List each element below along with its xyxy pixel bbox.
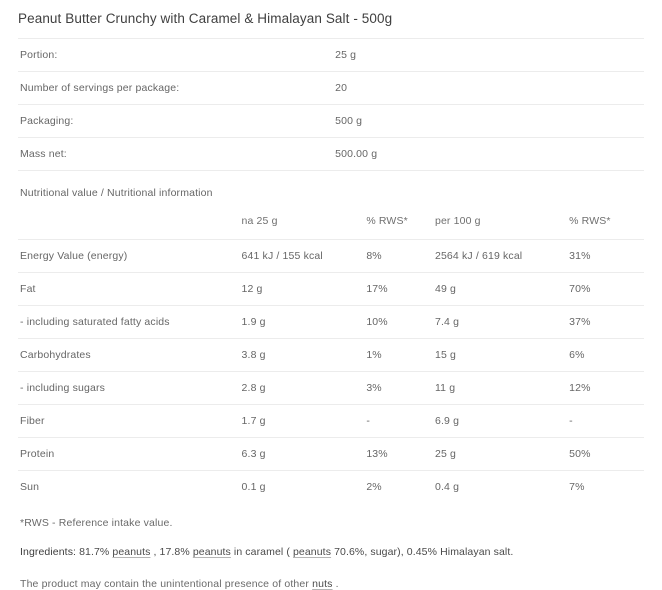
nutrient-rws-100g: 6% [569, 339, 644, 372]
nutrient-name: Fiber [18, 405, 242, 438]
page-title: Peanut Butter Crunchy with Caramel & Himalayan Salt - 500g [18, 11, 393, 26]
nutrient-per-100g: 25 g [435, 438, 569, 471]
nutrient-rws-portion: 1% [366, 339, 435, 372]
nutrient-rws-portion: 10% [366, 306, 435, 339]
nutrient-per-100g: 7.4 g [435, 306, 569, 339]
disclaimer-text [18, 561, 644, 590]
info-label: Mass net: [18, 138, 335, 171]
info-label: Portion: [18, 39, 335, 72]
nutrient-rws-100g: 12% [569, 372, 644, 405]
nutrient-name: Energy Value (energy) [18, 240, 242, 273]
nutrient-per-portion: 1.7 g [242, 405, 367, 438]
ingredients-label: Ingredients: [20, 546, 77, 558]
table-row [18, 471, 644, 504]
disclaimer-part-2: . [332, 577, 339, 590]
nutrient-per-portion: 6.3 g [242, 438, 367, 471]
nutrient-per-100g: 0.4 g [435, 471, 569, 504]
table-row [18, 306, 644, 339]
nutrient-rws-100g: - [569, 405, 644, 438]
ingredients-part-1: 81.7% [76, 546, 113, 558]
info-value: 20 [335, 72, 644, 105]
nutrient-per-portion: 12 g [242, 273, 367, 306]
nutrient-rws-100g: 31% [569, 240, 644, 273]
column-header-rws-100g: % RWS* [569, 215, 611, 227]
rws-footnote: *RWS - Reference intake value. [20, 517, 173, 529]
table-row [18, 372, 644, 405]
table-row [18, 405, 644, 438]
table-row [18, 240, 644, 273]
table-header-row [18, 213, 644, 240]
nutrient-per-100g: 49 g [435, 273, 569, 306]
nutrient-per-portion: 641 kJ / 155 kcal [242, 240, 367, 273]
table-row [18, 72, 644, 105]
nutrient-rws-portion: - [366, 405, 435, 438]
table-row [18, 138, 644, 171]
nutrient-per-portion: 0.1 g [242, 471, 367, 504]
nutrient-per-portion: 3.8 g [242, 339, 367, 372]
info-value: 500 g [335, 105, 644, 138]
column-header-per-portion: na 25 g [241, 215, 278, 227]
table-row [18, 105, 644, 138]
info-value: 500.00 g [335, 138, 644, 171]
allergen-peanuts-1[interactable]: peanuts [112, 546, 151, 558]
nutrient-rws-portion: 13% [366, 438, 435, 471]
nutrient-per-100g: 6.9 g [435, 405, 569, 438]
ingredients-text [18, 529, 644, 561]
nutrient-rws-portion: 17% [366, 273, 435, 306]
column-header-rws-portion: % RWS* [366, 215, 408, 227]
nutrition-table [18, 213, 644, 503]
table-row [18, 39, 644, 72]
info-label: Number of servings per package: [18, 72, 335, 105]
nutrient-rws-100g: 7% [569, 471, 644, 504]
nutrient-rws-portion: 3% [366, 372, 435, 405]
nutrient-rws-100g: 50% [569, 438, 644, 471]
nutrient-name: Carbohydrates [18, 339, 242, 372]
nutrient-name: - including saturated fatty acids [18, 306, 242, 339]
nutrient-rws-100g: 37% [569, 306, 644, 339]
ingredients-part-4: 70.6%, sugar), 0.45% Himalayan salt. [331, 546, 514, 558]
nutrition-section-label: Nutritional value / Nutritional information [18, 170, 644, 213]
nutrient-rws-100g: 70% [569, 273, 644, 306]
table-row [18, 273, 644, 306]
allergen-peanuts-3[interactable]: peanuts [292, 546, 332, 558]
nutrient-per-100g: 15 g [435, 339, 569, 372]
info-value: 25 g [335, 39, 644, 72]
table-row [18, 339, 644, 372]
ingredients-part-3: in caramel ( [230, 546, 293, 558]
table-row [18, 438, 644, 471]
ingredients-part-2: , 17.8% [150, 546, 193, 558]
nutrient-rws-portion: 2% [366, 471, 435, 504]
product-info-table [18, 38, 644, 170]
nutrient-name: Protein [18, 438, 242, 471]
nutrient-name: Sun [18, 471, 242, 504]
column-header-name [18, 213, 242, 240]
nutrient-rws-portion: 8% [366, 240, 435, 273]
nutrient-name: Fat [18, 273, 242, 306]
disclaimer-part-1: The product may contain the unintentional presence of other [20, 577, 313, 590]
nutrient-name: - including sugars [18, 372, 242, 405]
info-label: Packaging: [18, 105, 335, 138]
column-header-per-100g: per 100 g [434, 215, 481, 227]
allergen-nuts[interactable]: nuts [312, 577, 333, 590]
nutrient-per-portion: 1.9 g [242, 306, 367, 339]
nutrient-per-100g: 2564 kJ / 619 kcal [435, 240, 569, 273]
nutrient-per-100g: 11 g [435, 372, 569, 405]
nutrient-per-portion: 2.8 g [242, 372, 367, 405]
allergen-peanuts-2[interactable]: peanuts [192, 546, 231, 558]
